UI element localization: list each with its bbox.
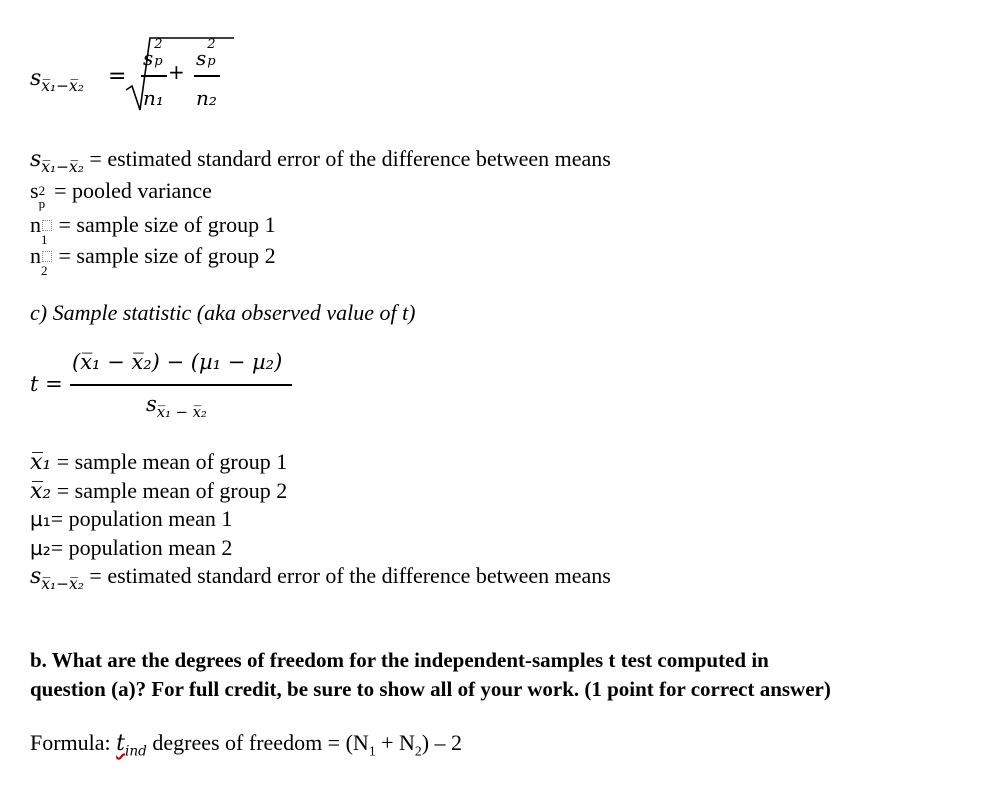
def-pv-sup: 2 — [38, 183, 46, 198]
df-n2-sub: 2 — [414, 743, 422, 759]
def-se — [30, 146, 611, 176]
se-num1-sub: p — [154, 54, 163, 69]
def-pv-sub: p — [38, 196, 46, 211]
def-se-text: = estimated standard error of the difference between means — [89, 146, 611, 171]
def-xbar1-term: x̅₁ — [30, 450, 52, 475]
se-lhs-sub: x̅₁−x̅₂ — [41, 77, 84, 95]
question-b-line1: b. What are the degrees of freedom for the independent-samples t test computed in — [30, 648, 769, 672]
se-lhs-s: s — [30, 66, 42, 91]
se-frac2-line — [194, 75, 220, 77]
def-mu1-text: = population mean 1 — [50, 506, 233, 531]
def-se-2 — [30, 563, 611, 593]
se-num2-sub: p — [207, 54, 216, 69]
def-xbar2-term: x̅₂ — [30, 479, 52, 504]
def-n2-term: n — [30, 243, 41, 268]
df-rest: degrees of freedom = (N — [146, 730, 369, 755]
df-formula — [30, 732, 462, 759]
section-c-heading: c) Sample statistic (aka observed value of t) — [30, 300, 416, 325]
def-mu2 — [30, 537, 232, 559]
def-n2-text: = sample size of group 2 — [58, 243, 276, 268]
df-tail: ) – 2 — [421, 730, 463, 755]
def-xbar2-text: = sample mean of group 2 — [56, 478, 288, 503]
def-xbar1-text: = sample mean of group 1 — [56, 449, 288, 474]
def-n1-sub: 1 — [41, 232, 48, 247]
se-num2 — [196, 37, 216, 70]
se-num1-s: s — [143, 46, 154, 70]
t-denominator — [146, 392, 207, 421]
def-pv-term: s — [30, 178, 39, 203]
def-se2-s: s — [30, 564, 42, 589]
df-t-letter: t — [116, 731, 126, 756]
df-plus: + N — [375, 730, 415, 755]
def-pooled-variance — [30, 178, 212, 211]
df-t-sub: ind — [125, 743, 147, 760]
def-n2-sub: 2 — [41, 263, 48, 278]
se-equals: = — [108, 64, 127, 89]
t-lhs: t = — [30, 372, 63, 396]
def-mu1-term: µ₁ — [30, 507, 51, 531]
se-lhs — [30, 66, 84, 95]
def-se-s: s — [30, 147, 42, 172]
question-b-line2: question (a)? For full credit, be sure to show all of your work. (1 point for correct answer) — [30, 677, 831, 701]
se-plus: + — [168, 60, 185, 84]
def-xbar1 — [30, 451, 287, 474]
t-frac-line — [70, 384, 292, 386]
se-num2-s: s — [196, 46, 207, 70]
def-n1 — [30, 212, 276, 247]
placeholder-box-icon — [42, 220, 52, 231]
def-n1-text: = sample size of group 1 — [58, 212, 276, 237]
def-pv-text: = pooled variance — [54, 178, 212, 203]
placeholder-box-icon — [42, 251, 52, 262]
def-xbar2 — [30, 480, 287, 503]
se-den2: n₂ — [196, 86, 217, 110]
df-label: Formula: — [30, 730, 117, 755]
se-num1 — [143, 37, 163, 70]
t-den-s: s — [146, 392, 157, 416]
def-se2-text: = estimated standard error of the difference between means — [89, 563, 611, 588]
se-num2-sup: 2 — [207, 37, 216, 52]
t-den-sub: x̅₁ − x̅₂ — [156, 404, 207, 421]
def-mu1 — [30, 508, 232, 530]
def-n2 — [30, 243, 276, 278]
def-se2-sub: x̅₁−x̅₂ — [41, 575, 84, 593]
se-frac1-line — [141, 75, 167, 77]
se-num1-sup: 2 — [154, 37, 163, 52]
def-mu2-text: = population mean 2 — [50, 535, 233, 560]
def-mu2-term: µ₂ — [30, 536, 51, 560]
df-t — [116, 731, 147, 760]
def-se-sub: x̅₁−x̅₂ — [41, 158, 84, 176]
se-den1: n₁ — [143, 86, 164, 110]
df-n1-sub: 1 — [368, 743, 376, 759]
def-n1-term: n — [30, 212, 41, 237]
t-numerator: (x̅₁ − x̅₂) − (µ₁ − µ₂) — [72, 350, 283, 374]
